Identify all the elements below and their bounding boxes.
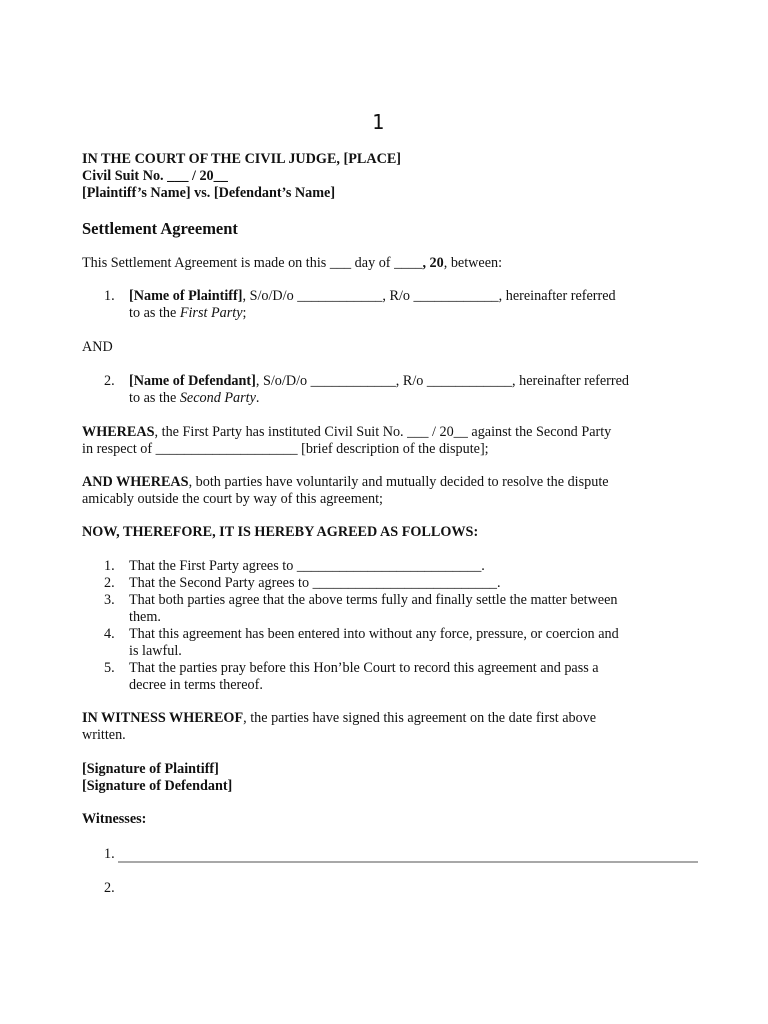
party-2-end: . xyxy=(255,389,260,406)
witness-2-number: 2. xyxy=(104,880,115,896)
page-number: 1 xyxy=(371,110,385,134)
party-2-name: [Name of Defendant] xyxy=(129,373,256,389)
witness-1-signature-line xyxy=(118,861,698,863)
party-2-ref: to as the xyxy=(129,389,180,406)
and-whereas-line-1: , both parties have voluntarily and mutually decided to resolve the dispute xyxy=(188,474,609,490)
case-header xyxy=(82,151,682,201)
party-1-end: ; xyxy=(242,304,247,321)
whereas-line-1: , the First Party has instituted Civil Suit No. ___ / 20__ against the Second Party xyxy=(154,424,612,440)
party-1-name: [Name of Plaintiff] xyxy=(129,288,243,304)
signature-block xyxy=(82,761,682,795)
witness-clause-label: IN WITNESS WHEREOF xyxy=(82,710,244,726)
intro-paragraph xyxy=(82,255,682,272)
term-text: That the parties pray before this Hon’ble Court to record this agreement and pass a xyxy=(129,660,599,676)
document-title: Settlement Agreement xyxy=(82,219,238,238)
witnesses-heading: Witnesses: xyxy=(82,811,147,827)
term-number: 4. xyxy=(104,626,115,642)
whereas-label: WHEREAS xyxy=(82,424,155,440)
party-1-role: First Party xyxy=(179,304,243,321)
term-text: That both parties agree that the above terms fully and finally settle the matter between xyxy=(129,592,618,608)
term-number: 3. xyxy=(104,592,115,608)
intro-year: , 20 xyxy=(422,255,444,271)
term-text-continued: is lawful. xyxy=(129,642,182,659)
party-2-number: 2. xyxy=(104,373,115,389)
witness-clause-line-2: written. xyxy=(82,726,126,743)
term-number: 5. xyxy=(104,660,115,676)
term-text: That this agreement has been entered into without any force, pressure, or coercion and xyxy=(129,626,619,642)
term-text: That the First Party agrees to __________________________. xyxy=(129,558,485,574)
witness-1-number: 1. xyxy=(104,846,115,862)
whereas-line-2: in respect of ____________________ [brief description of the dispute]; xyxy=(82,440,489,457)
intro-between: , between: xyxy=(443,255,503,271)
party-1-ref: to as the xyxy=(129,304,180,321)
term-text-continued: decree in terms thereof. xyxy=(129,676,263,693)
parties-caption: [Plaintiff’s Name] vs. [Defendant’s Name] xyxy=(82,184,336,201)
party-2-details: , S/o/D/o ____________, R/o ____________, hereinafter referred xyxy=(255,373,630,389)
defendant-signature: [Signature of Defendant] xyxy=(82,777,233,794)
term-text: That the Second Party agrees to __________________________. xyxy=(129,575,501,591)
and-whereas-paragraph xyxy=(82,474,682,508)
whereas-paragraph xyxy=(82,424,682,458)
party-1-details: , S/o/D/o ____________, R/o ____________, hereinafter referred xyxy=(242,288,616,304)
and-label: AND xyxy=(82,339,113,355)
and-whereas-line-2: amicably outside the court by way of this agreement; xyxy=(82,490,383,507)
term-number: 1. xyxy=(104,558,115,574)
party-1-number: 1. xyxy=(104,288,115,304)
party-2-role: Second Party xyxy=(179,389,256,406)
witness-clause xyxy=(82,710,682,744)
term-number: 2. xyxy=(104,575,115,591)
term-text-continued: them. xyxy=(129,608,161,625)
therefore-heading: NOW, THEREFORE, IT IS HEREBY AGREED AS FOLLOWS: xyxy=(82,524,479,540)
plaintiff-signature: [Signature of Plaintiff] xyxy=(82,761,219,777)
intro-text: This Settlement Agreement is made on this ___ day of ____ xyxy=(82,255,423,271)
court-name: IN THE COURT OF THE CIVIL JUDGE, [PLACE] xyxy=(82,151,402,167)
suit-number: Civil Suit No. ___ / 20__ xyxy=(82,167,228,184)
witness-clause-line-1: , the parties have signed this agreement on the date first above xyxy=(243,710,597,726)
and-whereas-label: AND WHEREAS xyxy=(82,474,189,490)
